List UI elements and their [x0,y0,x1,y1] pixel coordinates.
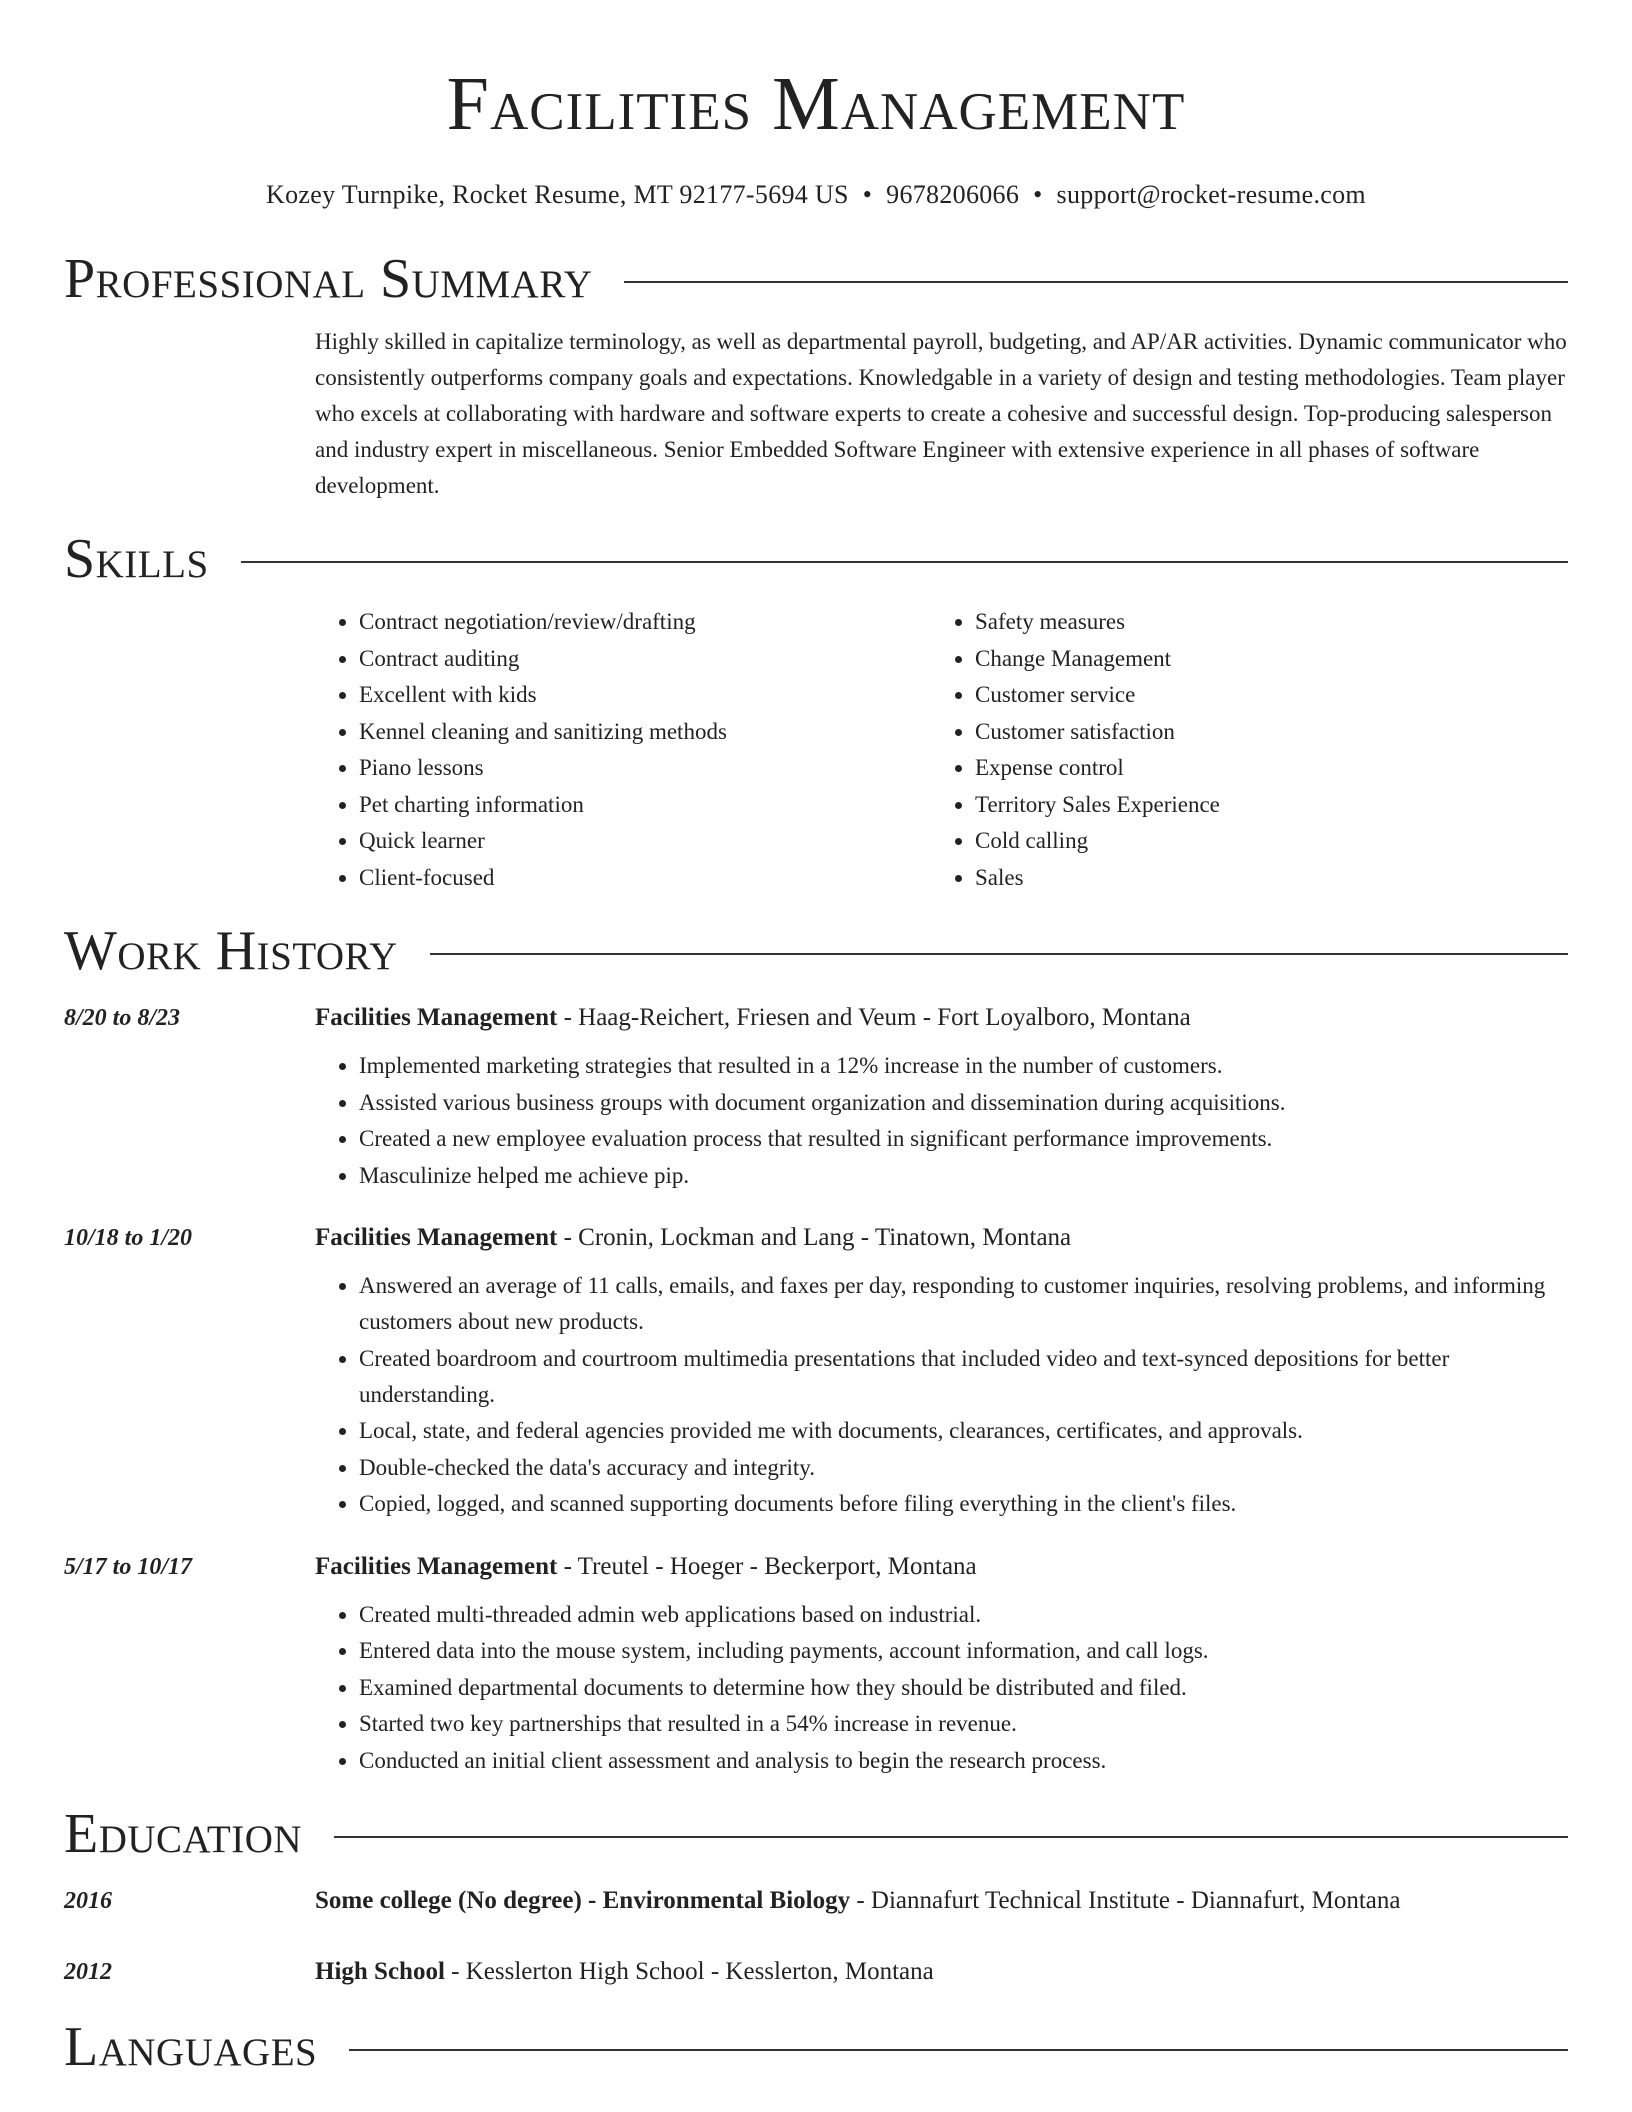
job-bullet: • Created a new employee evaluation process that resulted in significant performance improvements. [359,1121,1568,1157]
work-content [315,998,1568,1194]
entry-spacer [64,1523,1568,1547]
education-entry [64,1952,1568,1992]
job-title: Facilities Management [315,1552,558,1580]
entry-spacer [64,1921,1568,1952]
skill-item: • Safety measures [975,604,1547,641]
work-entry [64,1218,1568,1523]
skill-item: • Customer satisfaction [975,714,1547,751]
skill-item: • Sales [975,860,1547,897]
work-entry [64,998,1568,1194]
section-divider [430,953,1568,955]
entry-spacer [64,1194,1568,1218]
work-section-header [64,918,1568,984]
work-dates: 5/17 to 10/17 [64,1553,193,1580]
job-details: - Haag-Reichert, Friesen and Veum - Fort Loyalboro, Montana [557,1004,1191,1031]
section-divider [334,1836,1568,1838]
education-year: 2012 [64,1959,112,1985]
education-details: - Diannafurt Technical Institute - Diannafurt, Montana [850,1887,1401,1914]
job-bullet: • Implemented marketing strategies that resulted in a 12% increase in the number of customers. [359,1048,1568,1084]
job-bullet: • Double-checked the data's accuracy and integrity. [359,1450,1568,1486]
job-title: Facilities Management [315,1224,558,1251]
skills-column-left [315,604,931,896]
education-details: - Kesslerton High School - Kesslerton, Montana [444,1958,934,1985]
work-dates: 8/20 to 8/23 [64,1005,181,1031]
resume-page [64,0,1568,2080]
skill-item: • Piano lessons [359,750,931,787]
languages-heading: Languages [64,2016,318,2078]
skill-item: • Excellent with kids [359,677,931,714]
summary-section-header [64,246,1568,312]
skill-item: • Client-focused [359,860,931,897]
job-bullet: • Created multi-threaded admin web applications based on industrial. [359,1597,1568,1633]
contact-separator: • [862,180,873,209]
job-bullet: • Assisted various business groups with document organization and dissemination during acquisitions. [359,1085,1568,1121]
skill-item: • Contract negotiation/review/drafting [359,604,931,641]
job-bullet: • Copied, logged, and scanned supporting documents before filing everything in the client's files. [359,1486,1568,1522]
work-entry [64,1547,1568,1780]
work-content [315,1547,1568,1780]
skill-item: • Pet charting information [359,787,931,824]
job-bullet: • Created boardroom and courtroom multimedia presentations that included video and text-synced depositions for better understanding. [359,1341,1568,1413]
education-year: 2016 [64,1888,112,1914]
resume-name-title: Facilities Management [446,62,1186,146]
job-bullet: • Masculinize helped me achieve pip. [359,1158,1568,1194]
education-content [315,1881,1568,1921]
education-degree: Some college (No degree) - Environmental Biology [315,1887,851,1914]
work-content [315,1218,1568,1523]
work-title-line [315,1218,1568,1258]
job-details: - Treutel - Hoeger - Beckerport, Montana [557,1552,977,1580]
job-bullet: • Conducted an initial client assessment and analysis to begin the research process. [359,1743,1568,1779]
contact-phone: 9678206066 [886,180,1020,209]
education-section-header [64,1801,1568,1867]
skill-item: • Expense control [975,750,1547,787]
job-bullet: • Local, state, and federal agencies provided me with documents, clearances, certificates, and approvals. [359,1413,1568,1449]
skill-item: • Cold calling [975,823,1547,860]
contact-separator: • [1033,180,1043,209]
education-content [315,1952,1568,1992]
education-degree: High School [315,1958,445,1985]
skill-item: • Change Management [975,641,1547,678]
work-heading: Work History [64,920,398,982]
skills-column-right [931,604,1547,896]
education-entry [64,1881,1568,1921]
skills-heading: Skills [64,528,209,590]
languages-section-header [64,2014,1568,2080]
education-heading: Education [64,1803,303,1865]
job-bullet: • Examined departmental documents to determine how they should be distributed and filed. [359,1670,1568,1706]
skill-item: • Contract auditing [359,641,931,678]
section-divider [241,561,1568,563]
job-bullet: • Answered an average of 11 calls, emails, and faxes per day, responding to customer inquiries, resolving problems, and informing customers about new products. [359,1268,1568,1340]
summary-heading: Professional Summary [64,248,593,310]
contact-line [64,178,1568,212]
skill-item: • Territory Sales Experience [975,787,1547,824]
job-bullets [315,1048,1568,1194]
skills-section-header [64,526,1568,592]
skills-list [315,604,1568,896]
job-bullet: • Started two key partnerships that resulted in a 54% increase in revenue. [359,1706,1568,1742]
job-details: - Cronin, Lockman and Lang - Tinatown, Montana [557,1224,1072,1251]
summary-text: Highly skilled in capitalize terminology, as well as departmental payroll, budgeting, and AP/AR activities. Dynamic communicator who consistently outperforms company goals and expectations. Knowledgable in a variety of design and testing methodologies. Team player who excels at collaborating with hardware and software experts to create a cohesive and successful design. Top-producing salesperson and industry expert in miscellaneous. Senior Embedded Software Engineer with extensive experience in all phases of software development. [315,329,1567,498]
skill-item: • Quick learner [359,823,931,860]
skill-item: • Kennel cleaning and sanitizing methods [359,714,931,751]
job-title: Facilities Management [315,1004,558,1031]
work-dates: 10/18 to 1/20 [64,1225,193,1251]
job-bullets [315,1268,1568,1522]
section-divider [624,281,1568,283]
job-bullet: • Entered data into the mouse system, including payments, account information, and call logs. [359,1633,1568,1669]
section-divider [349,2049,1568,2051]
skill-item: • Customer service [975,677,1547,714]
work-title-line [315,998,1568,1038]
job-bullets [315,1597,1568,1779]
work-title-line [315,1547,1568,1587]
contact-email: support@rocket-resume.com [1056,180,1366,209]
contact-address: Kozey Turnpike, Rocket Resume, MT 92177-5694 US [266,180,849,209]
